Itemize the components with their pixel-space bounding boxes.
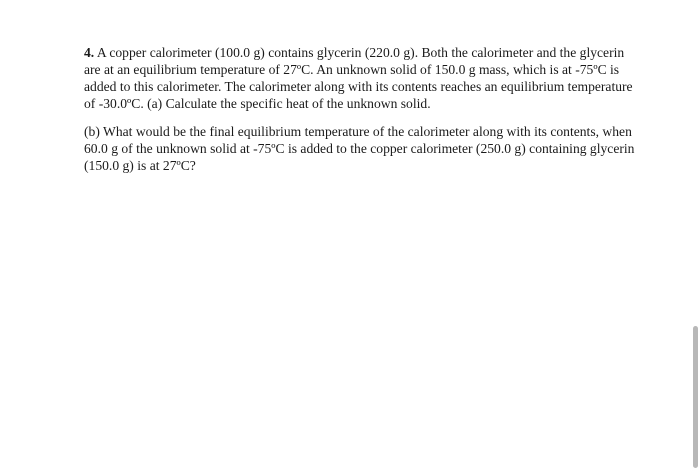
question-number: 4.: [84, 45, 95, 60]
question-part-a: [84, 44, 644, 112]
vertical-scrollbar[interactable]: [692, 0, 700, 468]
question-part-b: (b) What would be the final equilibrium temperature of the calorimeter along with its contents, when 60.0 g of the unknown solid at -75ºC is added to the copper calorimeter (250.0 g) containing glycerin (150.0 g) is at 27ºC?: [84, 124, 635, 173]
question-part-a-text: A copper calorimeter (100.0 g) contains glycerin (220.0 g). Both the calorimeter and the glycerin are at an equilibrium temperature of 27ºC. An unknown solid of 150.0 g mass, which is at -75ºC is added to this calorimeter. The calorimeter along with its contents reaches an equilibrium temperature of -30.0ºC. (a) Calculate the specific heat of the unknown solid.: [84, 45, 633, 111]
scrollbar-thumb[interactable]: [693, 326, 698, 468]
